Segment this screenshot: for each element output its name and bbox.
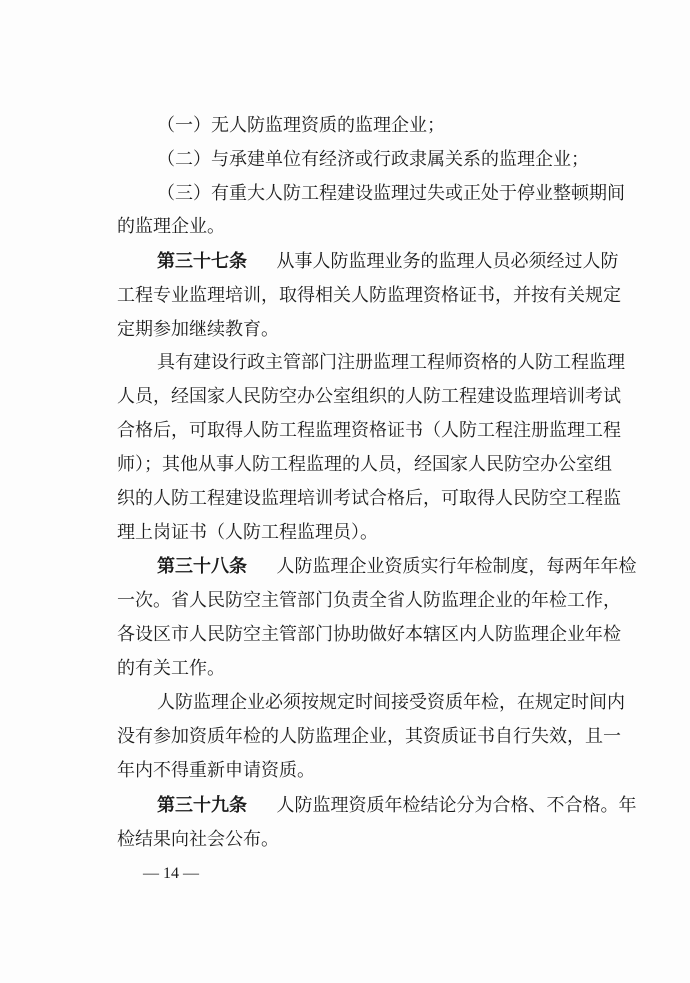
paragraph-line [117,522,637,544]
article-heading: 第三十八条 [157,556,247,577]
text: 的监理企业。 [117,216,225,237]
article-heading: 第三十七条 [157,251,247,272]
page-number: — 14 — [143,865,199,882]
paragraph-line [117,386,637,408]
paragraph-line [117,420,637,442]
article-37-line [157,251,677,273]
paragraph-line [117,726,637,748]
text: 检结果向社会公布。 [117,829,279,850]
text: 年内不得重新申请资质。 [117,760,315,781]
text: 理上岗证书（人防工程监理员）。 [117,522,378,543]
clause-3-continuation [117,216,637,238]
text: 人防监理企业必须按规定时间接受资质年检，在规定时间内 [157,692,625,713]
text: 合格后，可取得人防工程监理资格证书（人防工程注册监理工程 [117,420,621,441]
article-38-line [117,658,637,680]
paragraph-line [117,760,637,782]
text: （三）有重大人防工程建设监理过失或正处于停业整顿期间 [157,183,625,204]
text: 师）；其他从事人防工程监理的人员，经国家人民防空办公室组 [117,454,612,475]
article-heading: 第三十九条 [157,795,247,816]
text: 的有关工作。 [117,658,225,679]
text: 工程专业监理培训，取得相关人防监理资格证书，并按有关规定 [117,285,621,306]
text: （二）与承建单位有经济或行政隶属关系的监理企业； [157,149,589,170]
clause-2-line [157,149,677,171]
text: 各设区市人民防空主管部门协助做好本辖区内人防监理企业年检 [117,624,621,645]
text: 从事人防监理业务的监理人员必须经过人防 [276,251,619,272]
article-38-line [117,624,637,646]
paragraph-line [157,352,677,374]
text: 具有建设行政主管部门注册监理工程师资格的人防工程监理 [157,352,625,373]
text: 没有参加资质年检的人防监理企业，其资质证书自行失效，且一 [117,726,621,747]
text: （一）无人防监理资质的监理企业； [157,115,445,136]
text: 人员，经国家人民防空办公室组织的人防工程建设监理培训考试 [117,386,621,407]
clause-1-line [157,115,677,137]
article-39-line [117,829,637,851]
text: 定期参加继续教育。 [117,319,279,340]
paragraph-line [157,692,677,714]
article-39-line [157,795,677,817]
text: 人防监理资质年检结论分为合格、不合格。年 [276,795,637,816]
text: 一次。省人民防空主管部门负责全省人防监理企业的年检工作， [117,590,621,611]
article-38-line [157,556,677,578]
clause-3-line [157,183,677,205]
article-38-line [117,590,637,612]
text: 织的人防工程建设监理培训考试合格后，可取得人民防空工程监 [117,488,621,509]
article-37-line [117,285,637,307]
article-37-line [117,319,637,341]
text: 人防监理企业资质实行年检制度，每两年年检 [276,556,637,577]
paragraph-line [117,454,637,476]
paragraph-line [117,488,637,510]
